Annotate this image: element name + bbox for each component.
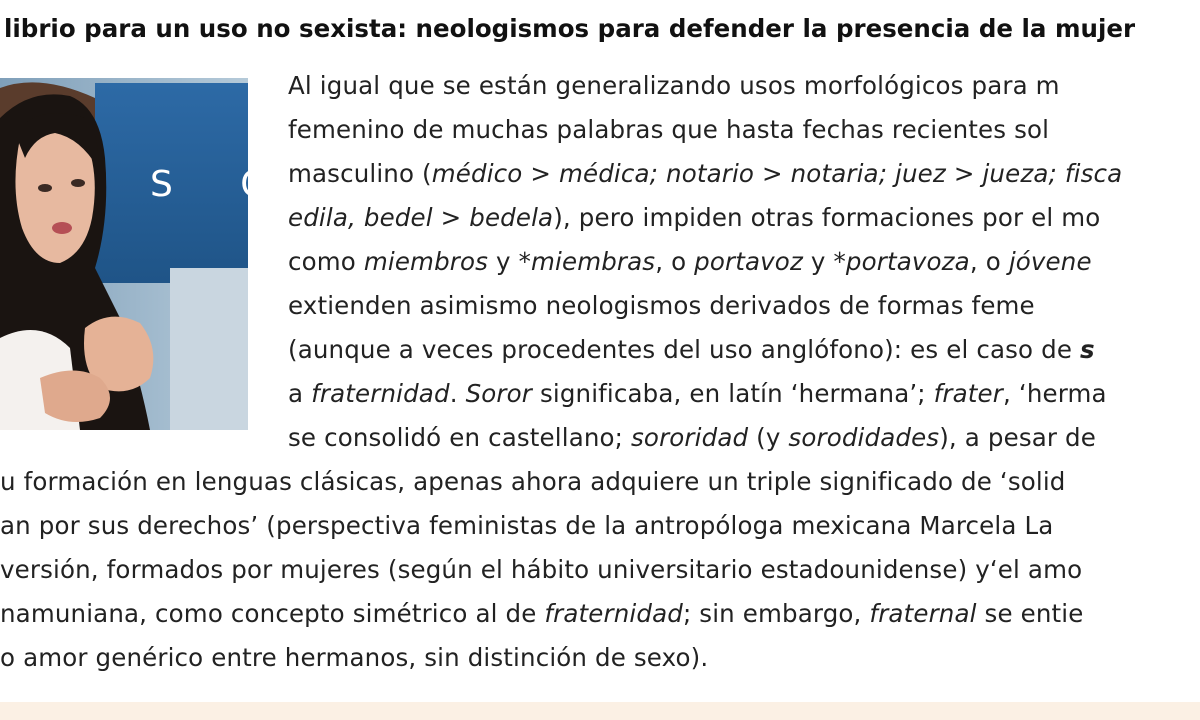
text-run: , ‘herma [1003,379,1107,408]
italic-text-run: edila, bedel > bedela [288,203,554,232]
text-run: o amor genérico entre hermanos, sin distinción de sexo). [0,643,709,672]
paragraph-line [288,379,1200,408]
text-run: a [288,379,312,408]
article-photo [0,78,297,430]
paragraph-line [288,71,1200,100]
paragraph-line [288,247,1200,276]
paragraph-line [0,511,1200,540]
text-run: significaba, en latín ‘hermana’; [532,379,934,408]
paragraph-line [0,643,1200,672]
paragraph-line [288,203,1200,232]
italic-text-run: sororidad [631,423,749,452]
paragraph-line [0,599,1200,628]
paragraph-line [288,335,1200,364]
text-run: y [802,247,834,276]
text-run: ), a pesar de [939,423,1096,452]
text-run: (y [748,423,789,452]
text-run: namuniana, como concepto simétrico al de [0,599,545,628]
italic-text-run: fraternal [869,599,977,628]
backdrop-letters: S O [150,164,297,205]
text-run: ), pero impiden otras formaciones por el mo [553,203,1101,232]
text-run: se consolidó en castellano; [288,423,632,452]
text-run: masculino ( [288,159,432,188]
italic-text-run: sorodidades [788,423,940,452]
text-run: ; sin embargo, [682,599,870,628]
footer-band [0,702,1200,720]
text-run: , o [969,247,1009,276]
text-run: como [288,247,364,276]
italic-text-run: fraternidad [311,379,450,408]
italic-text-run: Soror [465,379,533,408]
italic-text-run: jóvene [1008,247,1092,276]
paragraph-line [288,423,1200,452]
italic-text-run: *miembras [518,247,656,276]
italic-text-run: fraternidad [544,599,683,628]
woman-speaking-image [0,78,297,430]
italic-text-run: frater [933,379,1004,408]
paragraph-line [288,291,1200,320]
italic-text-run: médico > médica; notario > notaria; juez > jueza; fisca [431,159,1123,188]
text-run: (aunque a veces procedentes del uso anglófono): es el caso de [288,335,1080,364]
paragraph-line [288,159,1200,188]
paragraph-line [0,467,1200,496]
text-run: an por sus derechos’ (perspectiva feministas de la antropóloga mexicana Marcela La [0,511,1054,540]
italic-text-run: portavoz [694,247,803,276]
text-run: , o [655,247,695,276]
article-heading: librio para un uso no sexista: neologismos para defender la presencia de la mujer [4,14,1136,43]
text-run: extienden asimismo neologismos derivados de formas feme [288,291,1035,320]
text-run: femenino de muchas palabras que hasta fechas recientes sol [288,115,1050,144]
paragraph-line [288,115,1200,144]
italic-text-run: *portavoza [833,247,970,276]
italic-text-run: miembros [363,247,489,276]
text-run: versión, formados por mujeres (según el hábito universitario estadounidense) y‘el amo [0,555,1083,584]
paragraph-line [0,555,1200,584]
text-run: Al igual que se están generalizando usos morfológicos para m [288,71,1060,100]
text-run: . [449,379,466,408]
text-run: u formación en lenguas clásicas, apenas ahora adquiere un triple significado de ‘solid [0,467,1066,496]
italic-text-run: s [1079,335,1095,364]
text-run: y [488,247,519,276]
text-run: se entie [976,599,1084,628]
